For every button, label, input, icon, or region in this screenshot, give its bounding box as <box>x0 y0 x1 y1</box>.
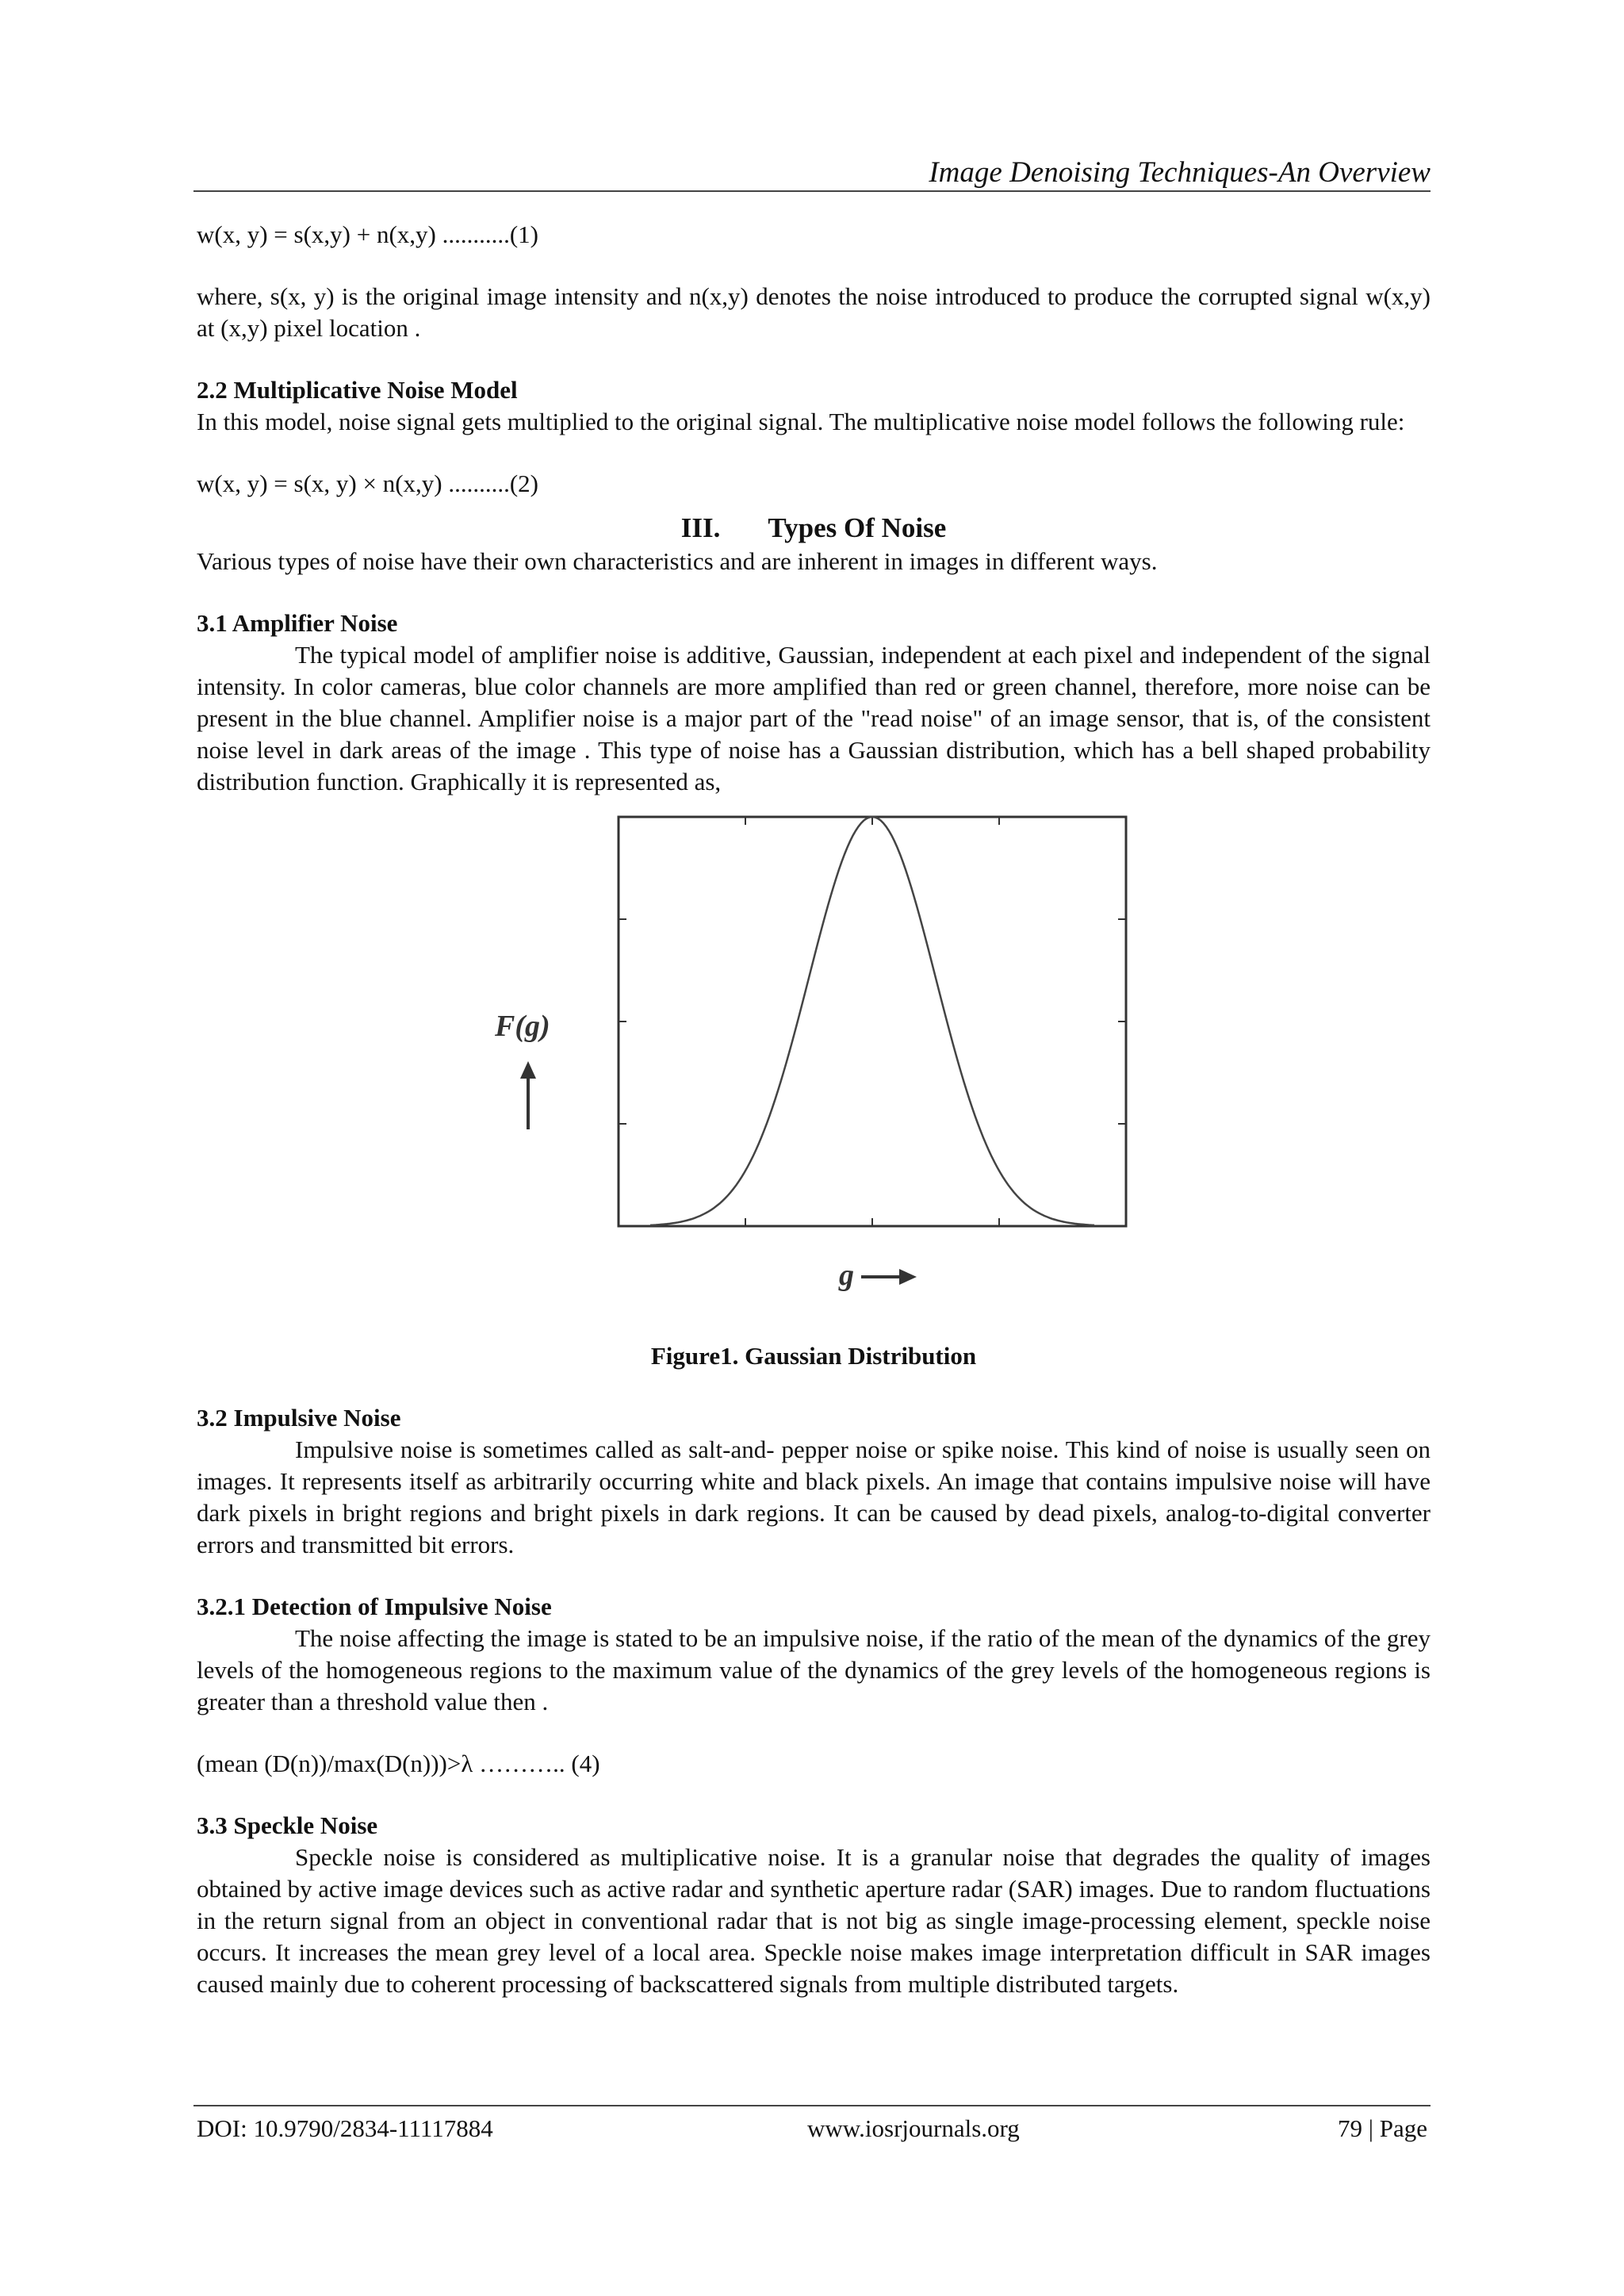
footer-website-link[interactable]: www.iosrjournals.org <box>807 2114 1020 2142</box>
heading-3-2: 3.2 Impulsive Noise <box>197 1404 401 1432</box>
y-axis-label: F(g) <box>495 1010 550 1043</box>
heading-2-2: 2.2 Multiplicative Noise Model <box>197 376 518 404</box>
heading-3-2-1: 3.2.1 Detection of Impulsive Noise <box>197 1593 552 1620</box>
section-title: Types Of Noise <box>768 512 947 543</box>
paragraph-3-2-1: The noise affecting the image is stated to be an impulsive noise, if the ratio of the mean of the dynamics of the grey levels of the homogeneous regions to the maximum value of the dynamics of the grey levels of the homogeneous regions is greater than a threshold value then . <box>197 1624 1431 1715</box>
section-heading-3 <box>197 511 1431 546</box>
axis-ticks <box>619 817 1126 1226</box>
paragraph-section-3-intro: Various types of noise have their own characteristics and are inherent in images in different ways. <box>197 547 1158 575</box>
y-axis-arrow <box>520 1061 536 1129</box>
paragraph-where: where, s(x, y) is the original image intensity and n(x,y) denotes the noise introduced to produce the corrupted signal w(x,y) at (x,y) pixel location . <box>197 282 1431 342</box>
paragraph-3-2: Impulsive noise is sometimes called as salt-and- pepper noise or spike noise. This kind of noise is usually seen on images. It represents itself as arbitrarily occurring white and black pixels. An image that contains impulsive noise will have dark pixels in bright regions and bright pixels in dark regions. It can be caused by dead pixels, analog-to-digital converter errors and transmitted bit errors. <box>197 1435 1431 1558</box>
section-number: III. <box>680 512 721 543</box>
paragraph-3-3: Speckle noise is considered as multiplicative noise. It is a granular noise that degrades the quality of images obtained by active image devices such as active radar and synthetic aperture radar (SAR) images. Due to random fluctuations in the return signal from an object in conventional radar that is not big as single image-processing element, speckle noise occurs. It increases the mean grey level of a local area. Speckle noise makes image interpretation difficult in SAR images caused mainly due to coherent processing of backscattered signals from multiple distributed targets. <box>197 1843 1431 1998</box>
equation-4: (mean (D(n))/max(D(n)))>λ ……….. (4) <box>197 1750 600 1777</box>
x-axis-label: g <box>839 1259 854 1292</box>
paragraph-2-2: In this model, noise signal gets multiplied to the original signal. The multiplicative noise model follows the following rule: <box>197 408 1405 435</box>
curve-points <box>649 816 1096 1227</box>
page-header <box>193 152 1431 192</box>
running-title: Image Denoising Techniques-An Overview <box>929 156 1431 189</box>
heading-3-1: 3.1 Amplifier Noise <box>197 609 398 637</box>
gaussian-curve <box>650 817 1094 1225</box>
article-body <box>197 219 1431 2000</box>
paragraph-3-1: The typical model of amplifier noise is additive, Gaussian, independent at each pixel and independent of the signal intensity. In color cameras, blue color channels are more amplified than red or green channel, therefore, more noise can be present in the blue channel. Amplifier noise is a major part of the "read noise" of an image sensor, that is, of the consistent noise level in dark areas of the image . This type of noise has a Gaussian distribution, which has a bell shaped probability distribution function. Graphically it is represented as, <box>197 641 1431 795</box>
plot-frame <box>619 817 1126 1226</box>
footer-doi: DOI: 10.9790/2834-11117884 <box>197 2114 493 2142</box>
equation-1: w(x, y) = s(x,y) + n(x,y) ...........(1) <box>197 220 539 248</box>
gaussian-chart <box>197 814 1431 1340</box>
x-axis-arrow <box>861 1269 917 1285</box>
figure-caption: Figure1. Gaussian Distribution <box>650 1342 977 1370</box>
figure-gaussian <box>197 814 1431 1340</box>
footer-page-number: 79 | Page <box>1338 2114 1427 2142</box>
equation-2: w(x, y) = s(x, y) × n(x,y) ..........(2) <box>197 470 539 497</box>
heading-3-3: 3.3 Speckle Noise <box>197 1811 378 1839</box>
page-footer <box>193 2105 1431 2142</box>
